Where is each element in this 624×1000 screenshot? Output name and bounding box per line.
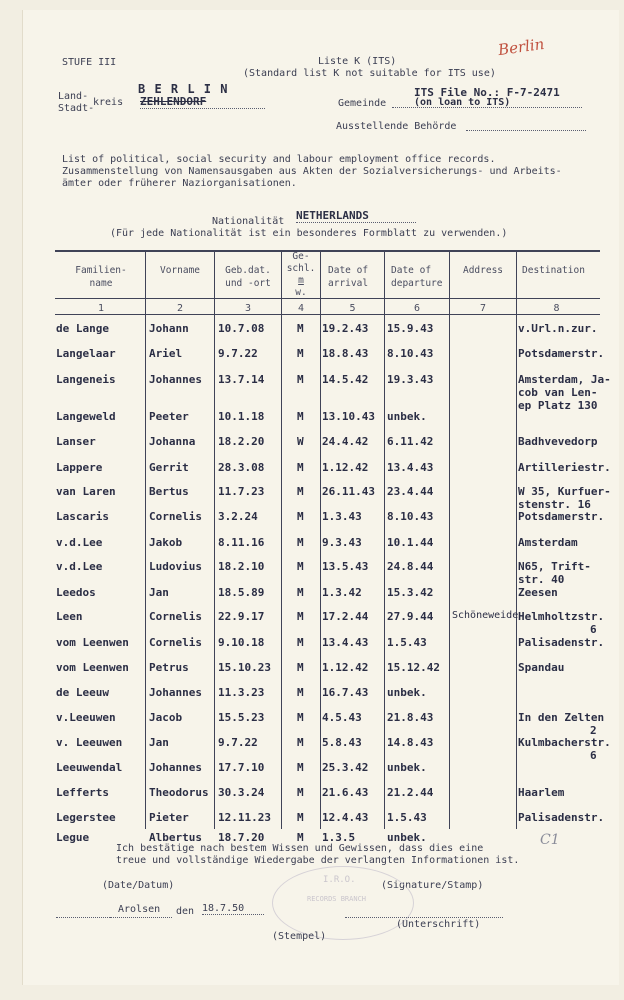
record-sex: M	[297, 510, 304, 523]
record-name: Lascaris	[56, 510, 109, 523]
nationality-label: Nationalität	[212, 216, 285, 227]
record-first-name: Theodorus	[149, 786, 209, 799]
record-sex: M	[297, 636, 304, 649]
record-birth-date: 18.2.10	[218, 560, 265, 573]
handwritten-note: Berlin	[496, 34, 546, 60]
table-top-rule	[55, 250, 600, 252]
record-name: v.Leeuwen	[56, 711, 116, 724]
last-row-sex: M	[297, 831, 304, 844]
record-first-name: Cornelis	[149, 636, 202, 649]
record-arrival: 1.3.42	[322, 586, 362, 599]
record-first-name: Pieter	[149, 811, 189, 824]
record-name: Lefferts	[56, 786, 109, 799]
record-arrival: 17.2.44	[322, 610, 369, 623]
record-sex: M	[297, 485, 304, 498]
record-name: Legerstee	[56, 811, 116, 824]
record-birth-date: 9.7.22	[218, 347, 258, 360]
record-birth-date: 30.3.24	[218, 786, 265, 799]
col-number-7: 7	[479, 303, 487, 314]
col-number-2: 2	[176, 303, 184, 314]
record-departure: 19.3.43	[387, 373, 434, 386]
iro-stamp: I.R.O. RECORDS BRANCH	[272, 866, 414, 940]
record-first-name: Gerrit	[149, 461, 189, 474]
record-sex: W	[297, 435, 304, 448]
record-departure: 8.10.43	[387, 510, 434, 523]
col-header-arrival: Date of arrival	[328, 265, 369, 289]
record-sex: M	[297, 461, 304, 474]
record-birth-date: 12.11.23	[218, 811, 271, 824]
record-first-name: Ariel	[149, 347, 183, 360]
record-departure: 24.8.44	[387, 560, 434, 573]
record-destination-1: Spandau	[518, 661, 565, 674]
record-first-name: Johannes	[149, 686, 202, 699]
record-arrival: 12.4.43	[322, 811, 369, 824]
record-departure: 6.11.42	[387, 435, 434, 448]
record-destination-3: ep Platz 130	[518, 399, 598, 412]
record-birth-date: 15.10.23	[218, 661, 271, 674]
record-destination-1: Amsterdam, Ja-	[518, 373, 611, 386]
place-value: Arolsen	[118, 904, 161, 915]
record-birth-date: 18.5.89	[218, 586, 265, 599]
col-divider-5	[384, 251, 385, 829]
record-departure: 15.12.42	[387, 661, 440, 674]
record-destination-2: 2	[590, 724, 597, 737]
record-name: Lappere	[56, 461, 103, 474]
stufe-label: STUFE III	[62, 57, 117, 68]
col-number-4: 4	[297, 303, 305, 314]
last-row-departure: unbek.	[387, 831, 427, 844]
record-departure: 13.4.43	[387, 461, 434, 474]
last-row-dob: 18.7.20	[218, 831, 265, 844]
record-departure: 8.10.43	[387, 347, 434, 360]
record-birth-date: 13.7.14	[218, 373, 265, 386]
record-name: v. Leeuwen	[56, 736, 123, 749]
record-arrival: 5.8.43	[322, 736, 362, 749]
record-first-name: Jakob	[149, 536, 183, 549]
record-birth-date: 11.7.23	[218, 485, 265, 498]
table-number-rule	[55, 314, 600, 315]
record-birth-date: 9.7.22	[218, 736, 258, 749]
land-label: Land-	[58, 91, 89, 102]
city-value: B E R L I N	[138, 82, 229, 96]
record-destination-2: 6	[590, 623, 597, 636]
record-departure: 10.1.44	[387, 536, 434, 549]
record-name: Langeweld	[56, 410, 116, 423]
record-birth-date: 3.2.24	[218, 510, 258, 523]
record-first-name: Jan	[149, 586, 169, 599]
record-destination-2: str. 40	[518, 573, 565, 586]
record-first-name: Jan	[149, 736, 169, 749]
record-birth-date: 17.7.10	[218, 761, 265, 774]
col-header-address: Address	[462, 265, 504, 276]
den-label: den	[176, 906, 195, 917]
intro-line-2: Zusammenstellung von Namensausgaben aus Akten der Sozialversicherungs- und Arbeits-	[62, 166, 562, 177]
col-header-vorname: Vorname	[159, 265, 201, 276]
last-row-name: Legue	[56, 831, 90, 844]
record-destination-1: Palisadenstr.	[518, 811, 605, 824]
signature-label: (Signature/Stamp)	[381, 880, 484, 891]
record-destination-1: Palisadenstr.	[518, 636, 605, 649]
record-birth-date: 9.10.18	[218, 636, 265, 649]
record-arrival: 19.2.43	[322, 322, 369, 335]
record-sex: M	[297, 686, 304, 699]
record-arrival: 16.7.43	[322, 686, 369, 699]
col-number-3: 3	[244, 303, 252, 314]
record-departure: 1.5.43	[387, 636, 427, 649]
record-destination-1: Amsterdam	[518, 536, 578, 549]
record-sex: M	[297, 736, 304, 749]
record-departure: unbek.	[387, 761, 427, 774]
record-arrival: 25.3.42	[322, 761, 369, 774]
record-first-name: Johannes	[149, 373, 202, 386]
record-arrival: 13.5.43	[322, 560, 369, 573]
unterschrift-label: (Unterschrift)	[396, 919, 481, 930]
col-number-8: 8	[553, 303, 560, 314]
record-sex: M	[297, 410, 304, 423]
record-departure: 15.9.43	[387, 322, 434, 335]
record-destination-1: Zeesen	[518, 586, 558, 599]
record-first-name: Petrus	[149, 661, 189, 674]
record-arrival: 4.5.43	[322, 711, 362, 724]
record-birth-date: 10.1.18	[218, 410, 265, 423]
col-number-6: 6	[413, 303, 421, 314]
record-sex: M	[297, 786, 304, 799]
date-value: 18.7.50	[202, 903, 264, 915]
record-destination-1: Badhvevedorp	[518, 435, 598, 448]
record-departure: 1.5.43	[387, 811, 427, 824]
list-title: Liste K (ITS)	[318, 56, 397, 67]
record-sex: M	[297, 761, 304, 774]
col-header-familienname: Familien- name	[75, 265, 127, 289]
record-arrival: 13.4.43	[322, 636, 369, 649]
signature-line	[345, 917, 503, 918]
record-name: van Laren	[56, 485, 116, 498]
record-departure: 15.3.42	[387, 586, 434, 599]
kreis-label: kreis	[93, 97, 124, 108]
record-name: de Leeuw	[56, 686, 109, 699]
gemeinde-label: Gemeinde	[338, 98, 387, 109]
record-departure: 27.9.44	[387, 610, 434, 623]
record-destination-2: stenstr. 16	[518, 498, 591, 511]
record-first-name: Cornelis	[149, 510, 202, 523]
gemeinde-line	[392, 107, 582, 108]
col-header-geburt: Geb.dat. und -ort	[225, 265, 271, 289]
col-divider-4	[320, 251, 321, 829]
record-birth-date: 18.2.20	[218, 435, 265, 448]
record-arrival: 14.5.42	[322, 373, 369, 386]
record-destination-1: W 35, Kurfuer-	[518, 485, 611, 498]
record-destination-1: Haarlem	[518, 786, 565, 799]
record-destination-1: N65, Trift-	[518, 560, 591, 573]
record-sex: M	[297, 560, 304, 573]
record-birth-date: 8.11.16	[218, 536, 265, 549]
record-birth-date: 11.3.23	[218, 686, 265, 699]
record-first-name: Johannes	[149, 761, 202, 774]
record-first-name: Bertus	[149, 485, 189, 498]
record-arrival: 13.10.43	[322, 410, 375, 423]
margin-mark: C1	[540, 832, 560, 848]
record-sex: M	[297, 811, 304, 824]
record-arrival: 18.8.43	[322, 347, 369, 360]
intro-line-3: ämter oder früherer Naziorganisationen.	[62, 178, 297, 189]
record-name: Langelaar	[56, 347, 116, 360]
record-sex: M	[297, 586, 304, 599]
record-birth-date: 22.9.17	[218, 610, 265, 623]
record-destination-1: v.Url.n.zur.	[518, 322, 598, 335]
confirmation-line-1: Ich bestätige nach bestem Wissen und Gewissen, dass dies eine	[116, 843, 484, 854]
record-sex: M	[297, 322, 304, 335]
col-divider-6	[449, 251, 450, 829]
record-destination-1: In den Zelten	[518, 711, 605, 724]
record-first-name: Ludovius	[149, 560, 202, 573]
record-sex: M	[297, 610, 304, 623]
record-destination-2: 6	[590, 749, 597, 762]
record-birth-date: 15.5.23	[218, 711, 265, 724]
record-first-name: Cornelis	[149, 610, 202, 623]
record-first-name: Johann	[149, 322, 189, 335]
record-departure: 14.8.43	[387, 736, 434, 749]
record-first-name: Peeter	[149, 410, 189, 423]
record-name: v.d.Lee	[56, 560, 103, 573]
behoerde-line	[466, 130, 586, 131]
record-departure: 21.8.43	[387, 711, 434, 724]
nationality-note: (Für jede Nationalität ist ein besonderes Formblatt zu verwenden.)	[110, 228, 508, 239]
col-divider-7	[516, 251, 517, 829]
record-sex: M	[297, 373, 304, 386]
table-header-rule	[55, 298, 600, 299]
record-destination-1: Potsdamerstr.	[518, 510, 605, 523]
col-header-destination: Destination	[522, 265, 585, 276]
confirmation-line-2: treue und vollständige Wiedergabe der verlangten Informationen ist.	[116, 855, 520, 866]
record-departure: unbek.	[387, 686, 427, 699]
record-name: Lanser	[56, 435, 96, 448]
record-sex: M	[297, 661, 304, 674]
behoerde-label: Ausstellende Behörde	[336, 121, 457, 132]
record-arrival: 1.12.42	[322, 661, 369, 674]
record-departure: 23.4.44	[387, 485, 434, 498]
stadt-label: Stadt-	[58, 103, 95, 114]
record-name: vom Leenwen	[56, 636, 129, 649]
its-file-note: (on loan to ITS)	[414, 97, 511, 108]
district-value: ZEHLENDORF	[140, 95, 265, 109]
place-line-left	[56, 917, 116, 918]
record-sex: M	[297, 711, 304, 724]
record-destination-1: Kulmbacherstr.	[518, 736, 611, 749]
record-arrival: 9.3.43	[322, 536, 362, 549]
record-arrival: 1.3.43	[322, 510, 362, 523]
stempel-label: (Stempel)	[272, 931, 327, 942]
record-sex: M	[297, 347, 304, 360]
record-birth-date: 10.7.08	[218, 322, 265, 335]
place-line	[110, 917, 172, 918]
record-name: de Lange	[56, 322, 109, 335]
record-destination-1: Helmholtzstr.	[518, 610, 605, 623]
record-departure: 21.2.44	[387, 786, 434, 799]
col-divider-2	[214, 251, 215, 829]
last-row-arrival: 1.3.5	[322, 831, 356, 844]
record-arrival: 1.12.42	[322, 461, 369, 474]
date-label: (Date/Datum)	[102, 880, 175, 891]
record-address: Schöneweide	[452, 610, 519, 621]
record-first-name: Jacob	[149, 711, 183, 724]
record-name: v.d.Lee	[56, 536, 103, 549]
col-number-1: 1	[97, 303, 105, 314]
col-divider-3	[281, 251, 282, 829]
record-first-name: Johanna	[149, 435, 196, 448]
its-file-number: ITS File No.: F-7-2471	[414, 86, 560, 99]
col-header-departure: Date of departure	[391, 265, 443, 289]
col-divider-1	[145, 251, 146, 829]
last-row-first: Albertus	[149, 831, 202, 844]
nationality-value: NETHERLANDS	[296, 209, 416, 223]
record-sex: M	[297, 536, 304, 549]
record-name: Leeuwendal	[56, 761, 123, 774]
list-subtitle: (Standard list K not suitable for ITS use)	[243, 68, 496, 79]
record-name: vom Leenwen	[56, 661, 129, 674]
record-departure: unbek.	[387, 410, 427, 423]
record-destination-1: Artilleriestr.	[518, 461, 611, 474]
record-destination-1: Potsdamerstr.	[518, 347, 605, 360]
record-name: Leedos	[56, 586, 96, 599]
record-name: Langeneis	[56, 373, 116, 386]
record-arrival: 26.11.43	[322, 485, 375, 498]
record-name: Leen	[56, 610, 83, 623]
intro-line-1: List of political, social security and labour employment office records.	[62, 154, 496, 165]
record-birth-date: 28.3.08	[218, 461, 265, 474]
col-header-geschlecht: Ge- schl. m w.	[286, 251, 316, 298]
col-number-5: 5	[349, 303, 356, 314]
record-destination-2: cob van Len-	[518, 386, 598, 399]
record-arrival: 24.4.42	[322, 435, 369, 448]
record-arrival: 21.6.43	[322, 786, 369, 799]
